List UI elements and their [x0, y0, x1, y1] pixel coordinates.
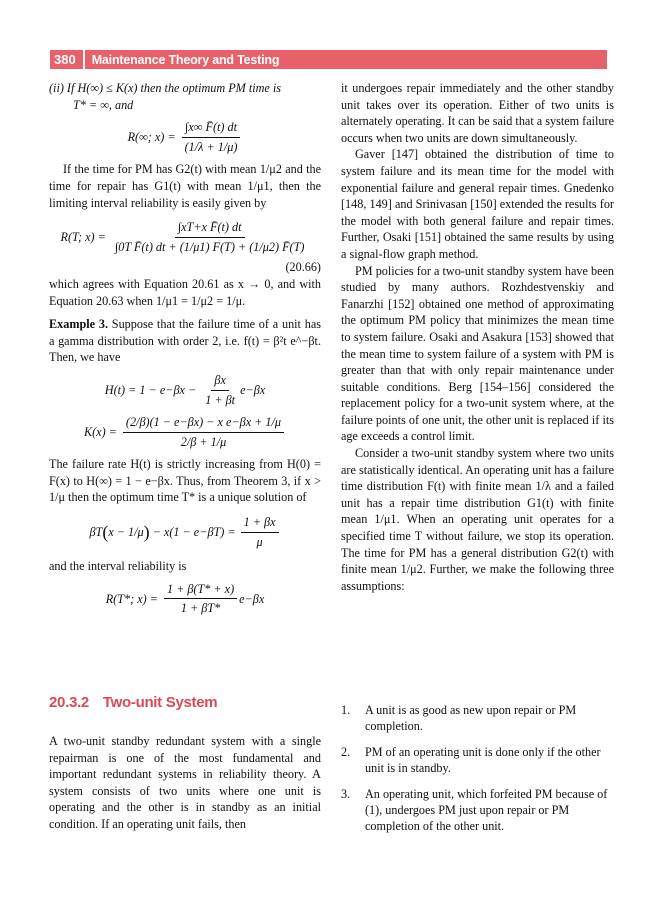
section-number: 20.3.2: [49, 694, 89, 711]
example-label: Example 3.: [49, 317, 108, 332]
paragraph-gaver: Gaver [147] obtained the distribution of time to system failure and its mean time for the model with exponential failure and general repair times. Gnedenko [148, 149] and Srinivasan [150] extended the results for the model with both general failure and repair times. Further, Osaki [151] obtained the same results by using a signal-flow graph method.: [341, 147, 614, 261]
assumptions-list: [341, 702, 614, 844]
item-ii-result: T* = ∞, and: [73, 97, 134, 112]
equation-r-t-star: R(T*; x) = $\frac{1 + \beta(T* + x)}{1 + \beta T*}$ e−βx: [105, 581, 265, 616]
equation-20-66: R(T; x) = $\frac{\text{∫xT+x F̄(t) dt}}{\text{∫0T F̄(t) dt + (1/μ1) F(T) + (1/μ2) F̄(T)}}$: [60, 220, 305, 254]
list-item: 2. PM of an operating unit is done only if the other unit is in standby.: [341, 744, 601, 776]
item-ii: (ii) If H(∞) ≤ K(x) then the optimum PM time is T* = ∞, and: [49, 81, 282, 112]
list-item: 3. An operating unit, which forfeited PM because of (1), undergoes PM just upon repair or PM completion of the other unit.: [341, 786, 608, 834]
paragraph-agreement: which agrees with Equation 20.61 as x → 0, and with Equation 20.63 when 1/μ1 = 1/μ2 = 1/μ.: [49, 276, 321, 308]
page-number: 380: [50, 50, 85, 69]
equation-number: (20.66): [285, 260, 321, 275]
left-column: [49, 80, 321, 623]
paragraph-failure-rate: The failure rate H(t) is strictly increasing from H(0) = F(x) to H(∞) = 1 − e−βx. Thus, from Theorem 3, if x > 1/μ then the optimum time T* is a unique solution of: [49, 457, 321, 505]
paragraph-continuation: it undergoes repair immediately and the other standby unit takes over its operation. Either of two units is alternately operating. It can be said that a system failure occurs when two units are down simultaneously.: [341, 81, 614, 145]
item-ii-condition: H(∞) ≤ K(x) then the optimum PM time is: [77, 81, 282, 95]
equation-h-t: H(t) = 1 − e−βx − $\frac{\beta x}{1 + \beta t}$ e−βx: [104, 372, 266, 407]
paragraph-model: Consider a two-unit standby system where two units are statistically identical. An operating unit has a failure time distribution F(t) with finite mean 1/λ and a failed unit has a repair time distribution G1(t) with finite mean 1/μ1. When an operating unit operates for a specified time T without failure, we stop its operation. The time for PM has a general distribution G2(t) with finite mean 1/μ2. Further, we make the following three assumptions:: [341, 446, 614, 593]
running-title: Maintenance Theory and Testing: [91, 52, 280, 67]
equation-k-x: K(x) = $\frac{\text{(2/β)(1 − e−βx) − x e−βx + 1/μ}}{2/\beta + 1/\mu}$: [49, 414, 321, 450]
paragraph-pm-policies: PM policies for a two-unit standby system have been studied by many authors. Rozhdestvenskiy and Fanarzhi [152] obtained one method of approximating the optimum PM policy that minimizes the mean time to system failure. Osaki and Asakura [153] showed that the mean time to system failure of a system with PM is greater than that with only repair maintenance under suitable conditions. Berg [154–156] considered the replacement policy for a two-unit system where, at the failure points of one unit, the other unit is replaced if its age exceeds a control limit.: [341, 263, 614, 444]
paragraph-interval-reliability: and the interval reliability is: [49, 559, 187, 574]
section-title: Two-unit System: [102, 694, 218, 711]
section-heading: [49, 694, 217, 711]
equation-optimum-t: βT ( x − 1/μ ) − x(1 − e−βT) = $\frac{1 + \beta x}{\mu}$: [49, 514, 321, 550]
list-item: 1. A unit is as good as new upon repair or PM completion.: [341, 703, 577, 734]
right-column: [341, 80, 614, 594]
paragraph-limiting-reliability: If the time for PM has G2(t) with mean 1/μ2 and the time for repair has G1(t) with mean 1/μ1, then the limiting interval reliability is easily given by: [49, 162, 321, 210]
running-header: [50, 50, 607, 69]
example-3: Example 3. Suppose that the failure time of a unit has a gamma distribution with order 2, i.e. f(t) = β²t e^−βt. Then, we have: [49, 317, 321, 365]
equation-r-infinity: R(∞; x) = $\frac{\int x\infty F̄(t) dt}{(1/\lambda + 1/\mu)}$: [49, 119, 321, 155]
paragraph-two-unit-intro: A two-unit standby redundant system with a single repairman is one of the most fundamental and important redundant systems in reliability theory. A system consists of two units where one unit is operating and the other is in standby as an initial condition. If an operating unit fails, then: [49, 734, 321, 831]
section-intro: [49, 733, 321, 833]
